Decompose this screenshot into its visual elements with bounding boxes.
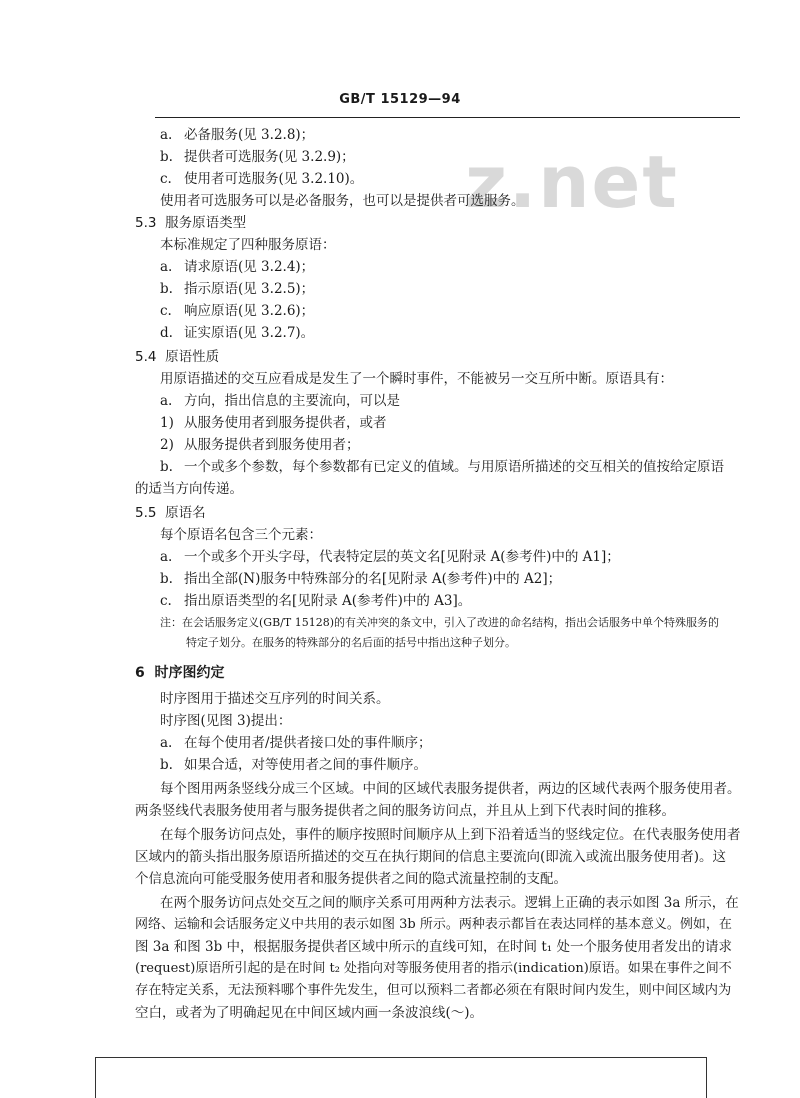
list-text: 一个或多个开头字母，代表特定层的英文名[见附录 A(参考件)中的 A1]； bbox=[184, 549, 620, 565]
s55-note-line-2: 特定子划分。在服务的特殊部分的名后面的括号中指出这种子划分。 bbox=[186, 636, 516, 649]
s6-para2-line-3: 个信息流向可能受服务使用者和服务提供者之间的隐式流量控制的支配。 bbox=[135, 871, 567, 887]
s6-heading bbox=[135, 662, 225, 684]
s54-heading bbox=[135, 346, 219, 368]
list-text: 在每个使用者/提供者接口处的事件顺序； bbox=[184, 735, 432, 751]
list-text: 指出原语类型的名[见附录 A(参考件)中的 A3]。 bbox=[184, 593, 472, 609]
section-title: 原语性质 bbox=[165, 349, 220, 365]
s6-para3-line-2: 网络、运输和会话服务定义中共用的表示如图 3b 所示。两种表示都旨在表达同样的基本意义。例如，在 bbox=[135, 917, 732, 932]
s53-item-a bbox=[160, 256, 314, 278]
list-marker: b. bbox=[160, 281, 173, 297]
figure-frame-top bbox=[95, 1057, 707, 1098]
list-text: 从服务使用者到服务提供者，或者 bbox=[184, 415, 387, 431]
list-marker: b. bbox=[160, 149, 173, 165]
s55-item-a bbox=[160, 546, 620, 568]
s6-para3-line-4: (request)原语所引起的是在时间 t₂ 处指向对等服务使用者的指示(indication)原语。如果在事件之间不 bbox=[135, 961, 732, 976]
s53-intro: 本标准规定了四种服务原语： bbox=[160, 237, 336, 253]
s55-item-c bbox=[160, 590, 471, 612]
s6-para3-line-5: 存在特定关系，无法预料哪个事件先发生，但可以预料二者都必须在有限时间内发生，则中间区域内为 bbox=[135, 983, 732, 998]
s52-item-b bbox=[160, 146, 355, 168]
list-text: 使用者可选服务(见 3.2.10)。 bbox=[184, 171, 364, 187]
s6-para3-line-6: 空白，或者为了明确起见在中间区域内画一条波浪线(～)。 bbox=[135, 1005, 484, 1021]
list-text: 方向，指出信息的主要流向，可以是 bbox=[184, 393, 400, 409]
s55-heading bbox=[135, 502, 206, 524]
s55-note-line-1: 注：在会话服务定义(GB/T 15128)的有关冲突的条文中，引入了改进的命名结构，指出会话服务中单个特殊服务的 bbox=[160, 616, 719, 629]
list-marker: a. bbox=[160, 259, 173, 275]
list-text: 请求原语(见 3.2.4)； bbox=[184, 259, 315, 275]
section-title: 服务原语类型 bbox=[165, 215, 247, 231]
list-marker: c. bbox=[160, 171, 172, 187]
section-number: 6 bbox=[135, 665, 145, 681]
list-marker: b. bbox=[160, 757, 173, 773]
s55-item-b bbox=[160, 568, 561, 590]
list-marker: 1) bbox=[160, 415, 174, 431]
s53-heading bbox=[135, 212, 246, 234]
list-text: 证实原语(见 3.2.7)。 bbox=[184, 325, 315, 341]
s55-intro: 每个原语名包含三个元素： bbox=[160, 527, 322, 543]
s6-item-a bbox=[160, 732, 432, 754]
s6-para1-line-2: 两条竖线代表服务使用者与服务提供者之间的服务访问点，并且从上到下代表时间的推移。 bbox=[135, 803, 675, 819]
s6-item-b bbox=[160, 754, 427, 776]
list-marker: b. bbox=[160, 459, 173, 475]
list-text: 从服务提供者到服务使用者； bbox=[184, 437, 360, 453]
watermark: z.net bbox=[465, 140, 679, 224]
s54-sub-1 bbox=[160, 412, 387, 434]
s54-item-b-continuation: 的适当方向传递。 bbox=[135, 481, 243, 497]
list-marker: 2) bbox=[160, 437, 174, 453]
section-number: 5.3 bbox=[135, 215, 157, 231]
s6-para2-line-1: 在每个服务访问点处，事件的顺序按照时间顺序从上到下沿着适当的竖线定位。在代表服务使用者 bbox=[160, 827, 741, 843]
s6-paragraph-2: 时序图(见图 3)提出： bbox=[160, 713, 292, 729]
s52-item-a bbox=[160, 124, 314, 146]
s54-sub-2 bbox=[160, 434, 360, 456]
section-title: 时序图约定 bbox=[154, 665, 225, 681]
list-marker: a. bbox=[160, 393, 173, 409]
section-title: 原语名 bbox=[165, 505, 206, 521]
list-text: 一个或多个参数，每个参数都有已定义的值域。与用原语所描述的交互相关的值按给定原语 bbox=[184, 459, 724, 475]
s53-item-d bbox=[160, 322, 314, 344]
s6-para2-line-2: 区域内的箭头指出服务原语所描述的交互在执行期间的信息主要流向(即流入或流出服务使用者)。这 bbox=[135, 849, 727, 865]
s6-para1-line-1: 每个图用两条竖线分成三个区域。中间的区域代表服务提供者，两边的区域代表两个服务使用者。 bbox=[160, 781, 741, 797]
list-marker: c. bbox=[160, 303, 172, 319]
list-text: 指示原语(见 3.2.5)； bbox=[184, 281, 315, 297]
page-header: GB/T 15129—94 bbox=[339, 92, 461, 107]
s52-tail-paragraph: 使用者可选服务可以是必备服务，也可以是提供者可选服务。 bbox=[160, 193, 525, 209]
list-marker: b. bbox=[160, 571, 173, 587]
s6-para3-line-3: 图 3a 和图 3b 中，根据服务提供者区域中所示的直线可知，在时间 t₁ 处一个服务使用者发出的请求 bbox=[135, 939, 732, 955]
list-marker: a. bbox=[160, 127, 173, 143]
s54-item-b bbox=[160, 456, 724, 478]
s54-intro: 用原语描述的交互应看成是发生了一个瞬时事件，不能被另一交互所中断。原语具有： bbox=[160, 371, 673, 387]
list-marker: c. bbox=[160, 593, 172, 609]
s53-item-b bbox=[160, 278, 314, 300]
section-number: 5.4 bbox=[135, 349, 157, 365]
header-rule bbox=[155, 117, 740, 118]
list-text: 响应原语(见 3.2.6)； bbox=[184, 303, 315, 319]
s52-item-c bbox=[160, 168, 363, 190]
list-text: 指出全部(N)服务中特殊部分的名[见附录 A(参考件)中的 A2]； bbox=[184, 571, 562, 587]
s54-item-a bbox=[160, 390, 400, 412]
s6-para3-line-1: 在两个服务访问点处交互之间的顺序关系可用两种方法表示。逻辑上正确的表示如图 3a 所示，在 bbox=[160, 895, 739, 911]
section-number: 5.5 bbox=[135, 505, 157, 521]
list-marker: a. bbox=[160, 735, 173, 751]
s6-paragraph-1: 时序图用于描述交互序列的时间关系。 bbox=[160, 691, 390, 707]
list-text: 提供者可选服务(见 3.2.9)； bbox=[184, 149, 355, 165]
s53-item-c bbox=[160, 300, 314, 322]
list-text: 必备服务(见 3.2.8)； bbox=[184, 127, 315, 143]
list-text: 如果合适，对等使用者之间的事件顺序。 bbox=[184, 757, 427, 773]
list-marker: d. bbox=[160, 325, 173, 341]
list-marker: a. bbox=[160, 549, 173, 565]
